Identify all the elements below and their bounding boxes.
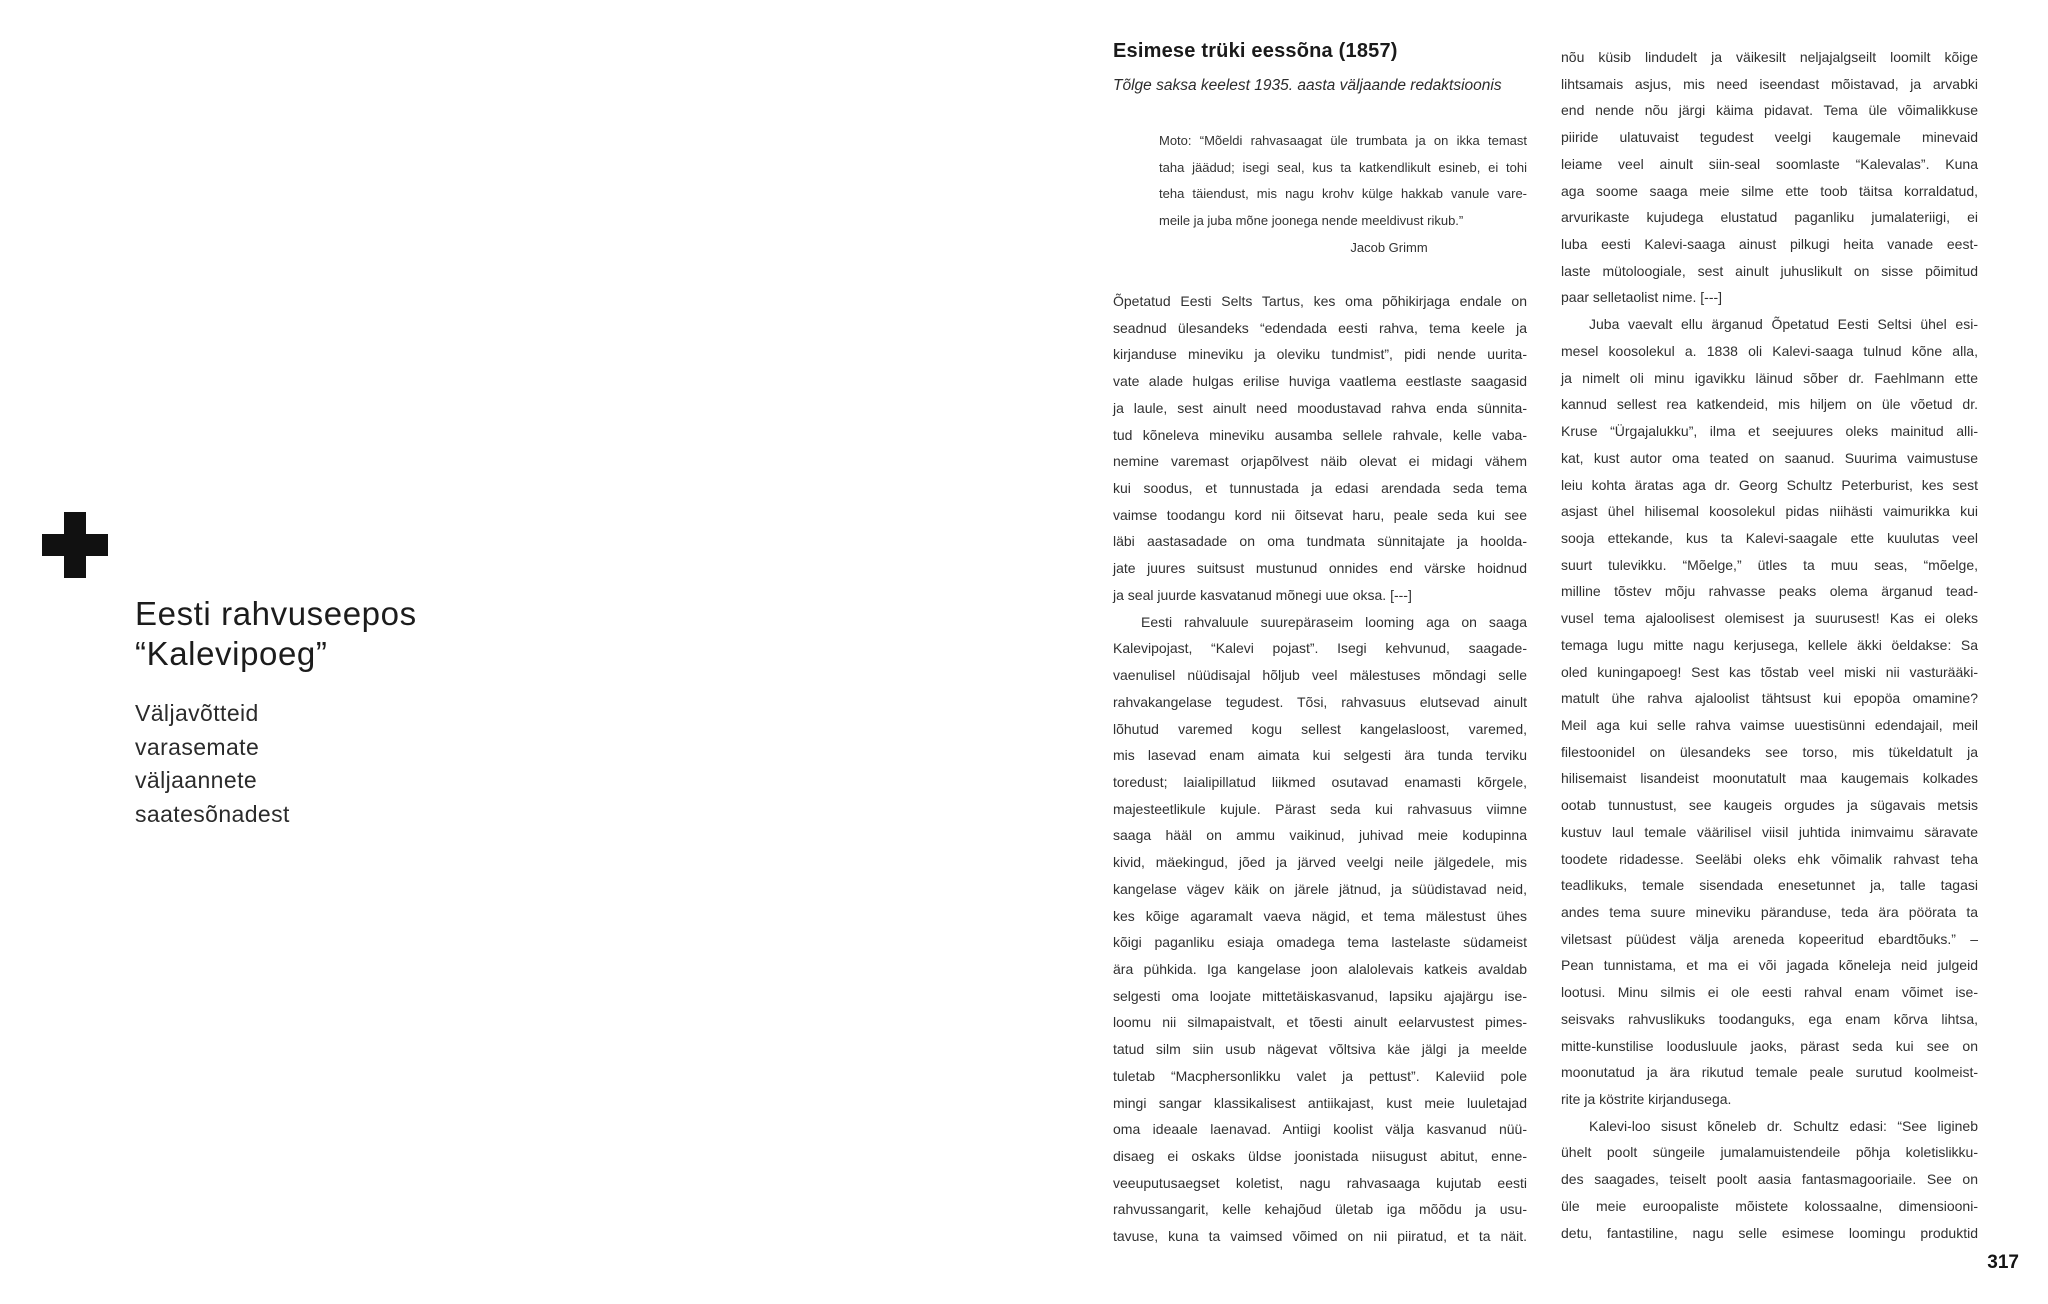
- text-line: matult ühe rahva ajaloolist tähtsust kui epopöa omamine?: [1561, 690, 1978, 707]
- text-line: läbi aastasadade on oma tundmata sünnitajate ja hoolda-: [1113, 533, 1527, 550]
- text-line: ja nimelt oli minu igavikku läinud sõber dr. Faehlmann ette: [1561, 369, 1978, 386]
- text-line: oma ideaale laenavad. Antiigi koolist välja kasvanud nüü-: [1113, 1121, 1527, 1138]
- text-line: end nende nõu järgi käima pidavat. Tema üle võimalikkuse: [1561, 102, 1978, 119]
- text-line: Meil aga kui selle rahva vaimse uuestisünni edendajail, meil: [1561, 716, 1978, 733]
- text-line: milline tõstev mõju rahvasse peaks olema ärganud tead-: [1561, 583, 1978, 600]
- text-line: des saagades, teiselt poolt aasia fantasmagooriaile. See on: [1561, 1171, 1978, 1188]
- text-line: vusel tema ajaloolisest olemisest ja suurusest! Kas ei oleks: [1561, 610, 1978, 627]
- text-line: seisvaks rahvuslikuks toodanguks, ega enam kõrva lihtsa,: [1561, 1010, 1978, 1027]
- text-line: tatud silm siin usub nägevat võltsiva käe jälgi ja meelde: [1113, 1041, 1527, 1058]
- text-line: nemine varemast orjapõlvest näib olevat ei midagi vähem: [1113, 453, 1527, 470]
- text-line: vaimse toodangu kord nii õitsevat haru, peale seda kui see: [1113, 506, 1527, 523]
- text-line: Õpetatud Eesti Selts Tartus, kes oma põhikirjaga endale on: [1113, 293, 1527, 309]
- text-line: vate alade hulgas erilise huviga vaatlema eestlaste saagasid: [1113, 373, 1527, 390]
- text-line: paar selletaolist nime. [---]: [1561, 289, 1723, 306]
- text-line: disaeg ei oskaks üldse joonistada niisugust abitut, enne-: [1113, 1148, 1527, 1164]
- text-line: selgesti oma loojate mittetäiskasvanud, lapsiku ajajärgu ise-: [1113, 987, 1527, 1004]
- text-line: rahvussangarit, kelle kehajõud ületab iga mõõdu ja usu-: [1113, 1201, 1527, 1218]
- text-line: Eesti rahvaluule suurepäraseim looming aga on saaga: [1141, 613, 1527, 630]
- text-line: Kalevi-loo sisust kõneleb dr. Schultz edasi: “See ligineb: [1589, 1117, 1978, 1134]
- text-line: laste mütoloogiale, sest ainult juhuslikult on sisse põimitud: [1561, 262, 1978, 279]
- text-line: temaga lugu mitte nagu kerjusega, kellele äkki öeldakse: Sa: [1561, 636, 1978, 653]
- text-line: kat, kust autor oma teated on saanud. Suurima vaimustuse: [1561, 449, 1978, 466]
- page-subtitle-line: saatesõnadest: [135, 800, 290, 827]
- motto-line: Moto: “Mõeldi rahvasaagat üle trumbata ja on ikka temast: [1159, 133, 1527, 148]
- text-line: kes kõige agaramalt vaeva nägid, et tema mälestust ühes: [1113, 907, 1527, 924]
- text-line: Kruse “Ürgajalukku”, ilma et seejuures oleks mainitud alli-: [1561, 423, 1978, 440]
- text-line: leiu kohta äratas aga dr. Georg Schultz Peterburist, kes sest: [1561, 476, 1978, 493]
- right-column-text: [1561, 44, 1978, 1246]
- text-line: lihtsamais asjus, mis need iseendast mõistavad, ja arvabki: [1561, 75, 1978, 92]
- page-number: 317: [1987, 1252, 2019, 1273]
- text-line: ja seal juurde kasvatanud mõnegi uue oksa. [---]: [1113, 586, 1412, 603]
- text-line: toodete ridadesse. Seeläbi oleks ehk võimalik rahvast teha: [1561, 850, 1978, 867]
- page-subtitle-line: väljaannete: [135, 767, 258, 793]
- page-title: [135, 594, 417, 674]
- text-line: loomu nii silmapaistvalt, et tõesti ainult eelarvustest pimes-: [1113, 1014, 1527, 1031]
- text-line: leiame veel ainult siin-seal soomlaste “Kalevalas”. Kuna: [1561, 155, 1978, 172]
- text-line: oled kuningapoeg! Sest kas tõstab veel miski nii vasturääki-: [1561, 663, 1978, 680]
- text-line: sooja ettekande, kus ta Kalevi-saagale ette kuulutas veel: [1561, 529, 1978, 546]
- text-line: kivid, mäekingud, jõed ja järved veelgi neile jälgedele, mis: [1113, 854, 1527, 871]
- text-line: toredust; laialipillatud liikmed osutavad enamasti kõrgele,: [1113, 773, 1527, 790]
- text-line: rahvakangelase tegudest. Tõsi, rahvasuus elutsevad ainult: [1113, 693, 1527, 710]
- text-line: jate juures suitsust mustunud onnides end värske hoidnud: [1113, 560, 1527, 577]
- section-subheading: Tõlge saksa keelest 1935. aasta väljaande redaktsioonis: [1113, 77, 1502, 94]
- text-line: ja laule, sest ainult need moodustavad rahva enda sünnita-: [1113, 399, 1527, 416]
- text-line: Pean tunnistama, et ma ei või jagada kõneleja neid julgeid: [1561, 957, 1978, 974]
- text-line: andes tema suure mineviku päranduse, teda ära pöörata ta: [1561, 904, 1978, 920]
- section-heading: Esimese trüki eessõna (1857): [1113, 40, 1398, 62]
- text-line: mingi sangar klassikalisest antiikajast, kust meie luuletajad: [1113, 1094, 1527, 1111]
- text-line: Kalevipojast, “Kalevi pojast”. Isegi kehvunud, saagade-: [1113, 640, 1527, 657]
- page-subtitle-line: Väljavõtteid: [135, 700, 259, 726]
- text-line: tuletab “Macphersonlikku valet ja pettust”. Kaleviid pole: [1113, 1067, 1527, 1084]
- plus-icon-horizontal-bar: [42, 534, 108, 556]
- text-line: mesel koosolekul a. 1838 oli Kalevi-saaga tulnud kõne alla,: [1561, 342, 1978, 359]
- text-line: ära pühkida. Iga kangelase joon alalolevais katkeis avaldab: [1113, 960, 1527, 977]
- text-line: mis lasevad enam aimata kui selgesti ära tunda terviku: [1113, 747, 1527, 764]
- text-line: kirjanduse mineviku ja oleviku tundmist”, pidi nende uurita-: [1113, 346, 1527, 363]
- text-line: saaga hääl on ammu vaikinud, juhivad meie kodupinna: [1113, 827, 1527, 844]
- text-line: asjast ühel hilisemal koosolekul pidas niihästi vaimurikka kui: [1561, 503, 1978, 520]
- text-line: tavuse, kuna ta vaimsed võimed on nii piiratud, et ta näit.: [1113, 1228, 1527, 1245]
- page-title-line: Eesti rahvuseepos: [135, 595, 417, 632]
- page-subtitle: [135, 697, 290, 831]
- text-line: detu, fantastiline, nagu selle esimese loomingu produktid: [1561, 1224, 1978, 1241]
- text-line: viletsast püüdest välja areneda kopeeritud ebardtõuks.” –: [1561, 930, 1978, 947]
- motto-line: taha jäädud; isegi seal, kus ta katkendlikult esineb, ei tohi: [1159, 159, 1527, 175]
- text-line: nõu küsib lindudelt ja väikesilt neljajalgseilt loomilt kõige: [1561, 49, 1978, 65]
- text-line: filestoonidel on ülesandeks see torso, mis tükeldatult ja: [1561, 743, 1978, 760]
- text-line: teadlikuks, temale sisendada enesetunnet ja, talle tagasi: [1561, 877, 1978, 894]
- text-line: luba eesti Kalevi-saaga ainust pilkugi heita vanade eest-: [1561, 236, 1978, 253]
- text-line: kangelase vägev käik on järele jätnud, ja süüdistavad neid,: [1113, 880, 1527, 897]
- plus-icon: [42, 512, 108, 578]
- text-line: vaenulisel nüüdisajal hõljub veel mälestuses mõndagi selle: [1113, 667, 1527, 684]
- text-line: majesteetlikule kujule. Pärast seda kui rahvasuus viimne: [1113, 800, 1527, 817]
- text-line: suurt tulevikku. “Mõelge,” ütles ta muu seas, “mõelge,: [1561, 556, 1978, 573]
- motto-quote: [1159, 128, 1527, 262]
- text-line: ootab tunnustust, see kaugeis orgudes ja sügavais metsis: [1561, 797, 1978, 814]
- middle-column-text: [1113, 288, 1527, 1250]
- text-line: moonutatud ja ära rikutud temale peale surutud koolmeist-: [1561, 1064, 1978, 1081]
- text-line: rite ja köstrite kirjandusega.: [1561, 1091, 1732, 1108]
- text-line: kui soodus, et tunnustada ja edasi arendada seda tema: [1113, 480, 1527, 497]
- text-line: kustuv laul temale väärilisel viisil juhtida inimvaimu säravate: [1561, 823, 1978, 840]
- text-line: mitte-kunstilise loodusluule jaoks, pärast seda kui see on: [1561, 1037, 1978, 1054]
- text-line: kõigi paganliku esiaja omadega tema lastelaste südameist: [1113, 934, 1527, 951]
- text-line: piiride ulatuvaist tegudest veelgi kaugemale minevaid: [1561, 129, 1978, 146]
- text-line: lõhutud varemed kogu sellest kangelasloost, varemed,: [1113, 720, 1527, 737]
- page-title-line: “Kalevipoeg”: [135, 635, 328, 672]
- text-line: üle meie euroopaliste mõistete kolossaalne, dimensiooni-: [1561, 1197, 1978, 1214]
- section-header: [1113, 40, 1527, 95]
- text-line: ühelt poolt süngeile jumalamuistendeile põhja koletislikku-: [1561, 1144, 1978, 1161]
- motto-line: meile ja juba mõne joonega nende meeldivust rikub.”: [1159, 213, 1464, 229]
- motto-line: teha täiendust, mis nagu krohv külge hakkab vanule vare-: [1159, 186, 1527, 202]
- text-line: veeuputusaegset koletist, nagu rahvasaaga kujutab eesti: [1113, 1174, 1527, 1191]
- text-line: seadnud ülesandeks “edendada eesti rahva, tema keele ja: [1113, 319, 1527, 336]
- page-subtitle-line: varasemate: [135, 733, 260, 760]
- text-line: hilisemaist lisandeist moonutatult maa kaugemais kolkades: [1561, 770, 1978, 787]
- text-line: tud kõneleva mineviku ausamba sellele rahvale, kelle vaba-: [1113, 426, 1527, 443]
- text-line: aga soome saaga meie silme ette toob täitsa korraldatud,: [1561, 182, 1978, 199]
- motto-attribution: Jacob Grimm: [1350, 239, 1428, 255]
- text-line: lootusi. Minu silmis ei ole eesti rahval enam võimet ise-: [1561, 984, 1978, 1001]
- text-line: kannud sellest rea katkendeid, mis hiljem on üle võetud dr.: [1561, 396, 1978, 413]
- text-line: arvurikaste kujudega elustatud paganliku jumalateriigi, ei: [1561, 209, 1978, 226]
- text-line: Juba vaevalt ellu ärganud Õpetatud Eesti Seltsi ühel esi-: [1589, 316, 1978, 333]
